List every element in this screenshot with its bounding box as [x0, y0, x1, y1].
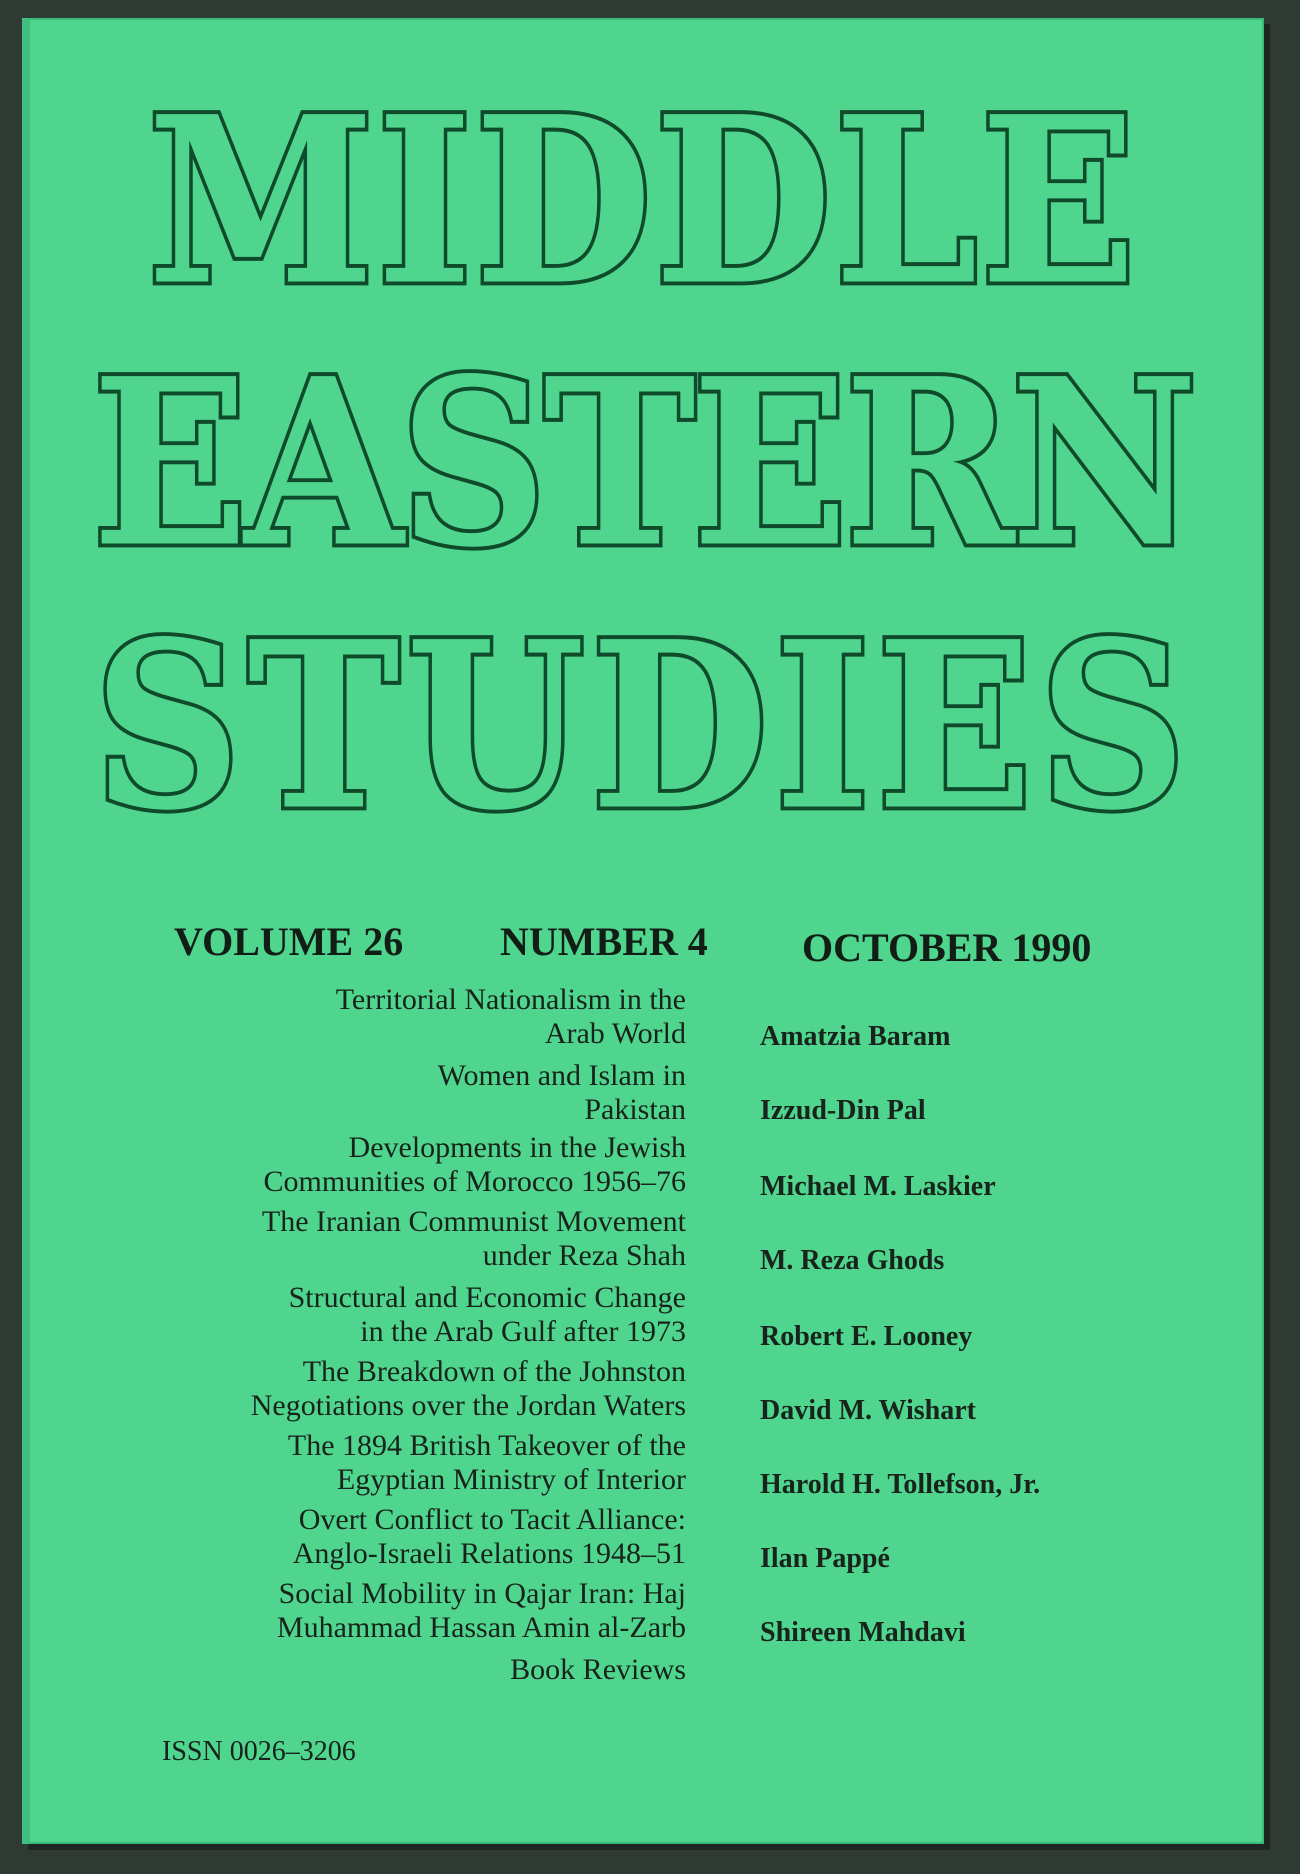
article-title	[166, 1429, 686, 1497]
article-author: Ilan Pappé	[760, 1543, 890, 1574]
article-title-line: Developments in the Jewish	[348, 1131, 686, 1164]
article-title	[166, 1653, 686, 1687]
issue-info	[22, 918, 1264, 978]
issue-volume: VOLUME 26	[174, 919, 404, 964]
article-author: Michael M. Laskier	[760, 1171, 996, 1202]
article-title	[166, 1281, 686, 1349]
article-title	[166, 1205, 686, 1273]
article-title	[166, 1503, 686, 1571]
article-title-line: Women and Islam in	[437, 1059, 686, 1092]
article-title	[166, 983, 686, 1051]
article-title-line: Pakistan	[584, 1093, 686, 1126]
article-title-line: under Reza Shah	[482, 1239, 686, 1272]
title-line-middle: MIDDLE	[147, 67, 1139, 337]
article-title	[166, 1355, 686, 1423]
article-author: Harold H. Tollefson, Jr.	[760, 1469, 1041, 1500]
article-title-line: The Iranian Communist Movement	[261, 1205, 686, 1238]
article-title-line: The Breakdown of the Johnston	[302, 1355, 686, 1388]
issue-date: OCTOBER 1990	[802, 925, 1092, 970]
article-title-line: Book Reviews	[510, 1653, 686, 1686]
article-title	[166, 1577, 686, 1645]
article-author: Amatzia Baram	[760, 1021, 951, 1052]
title-line-eastern: EASTERN	[92, 329, 1194, 599]
article-title-line: Social Mobility in Qajar Iran: Haj	[278, 1577, 686, 1610]
article-author: Robert E. Looney	[760, 1321, 973, 1352]
article-author: M. Reza Ghods	[760, 1245, 945, 1276]
article-title-line: Arab World	[544, 1017, 686, 1050]
article-title-line: Negotiations over the Jordan Waters	[250, 1389, 686, 1422]
issue-number: NUMBER 4	[500, 919, 708, 964]
article-title	[166, 1131, 686, 1199]
issn-number: ISSN 0026–3206	[162, 1736, 356, 1767]
title-line-studies: STUDIES	[93, 592, 1193, 862]
article-title-line: Overt Conflict to Tacit Alliance:	[298, 1503, 686, 1536]
article-title-line: Territorial Nationalism in the	[335, 983, 686, 1016]
article-title-line: Egyptian Ministry of Interior	[336, 1463, 686, 1496]
article-author: David M. Wishart	[760, 1395, 976, 1426]
article-title-line: in the Arab Gulf after 1973	[360, 1315, 686, 1348]
article-title-line: The 1894 British Takeover of the	[287, 1429, 686, 1462]
journal-cover	[22, 18, 1264, 1844]
article-title-line: Anglo-Israeli Relations 1948–51	[292, 1537, 686, 1570]
article-title-line: Muhammad Hassan Amin al-Zarb	[276, 1611, 686, 1644]
article-title-line: Structural and Economic Change	[288, 1281, 686, 1314]
article-author: Izzud-Din Pal	[760, 1095, 926, 1126]
article-title	[166, 1059, 686, 1127]
article-author: Shireen Mahdavi	[760, 1617, 966, 1648]
article-title-line: Communities of Morocco 1956–76	[263, 1165, 686, 1198]
journal-title	[22, 67, 1264, 900]
